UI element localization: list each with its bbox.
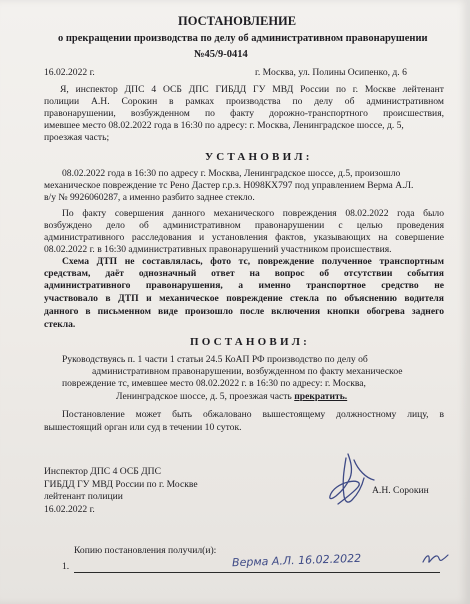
finding-line: данного в письменном виде произошло после включения кнопки обогрева заднего: [44, 306, 444, 317]
signatory-line: ГИБДД ГУ МВД России по г. Москве: [44, 479, 198, 490]
signatory-line: 16.02.2022 г.: [44, 504, 95, 515]
receipt-line: [74, 572, 440, 573]
established-line: в/у № 9926060287, а именно разбито заднее стекло.: [44, 192, 255, 203]
established-line: 08.02.2022 г. в 16:30 административных правонарушений участником происшествия.: [44, 244, 392, 255]
document-subtitle: о прекращении производства по делу об административном правонарушении: [58, 33, 428, 44]
intro-line: правонарушении, возбужденном по факту дорожно-транспортного происшествия,: [44, 108, 444, 119]
copy-received-label: Копию постановления получил(и):: [74, 545, 217, 556]
finding-line: Схема ДТП не составлялась, фото тс, повреждение полученное транспортным: [62, 256, 444, 267]
resolved-line: [116, 391, 347, 403]
receipt-signature-mark: [420, 550, 450, 568]
established-line: административного расследования и установления фактов, указывающих на совершение: [44, 232, 444, 243]
finding-line: участвовало в ДТП и механическое повреждение стекла по объяснению водителя: [44, 293, 444, 304]
appeal-line: вышестоящий орган или суд в течении 10 суток.: [44, 422, 242, 433]
handwritten-receipt: Верма А.Л. 16.02.2022: [231, 551, 362, 570]
appeal-line: Постановление может быть обжаловано вышестоящему должностному лицу, в: [62, 409, 444, 420]
finding-line: административного правонарушения, а именно транспортное средство не: [44, 280, 444, 291]
established-line: 08.02.2022 года в 16:30 по адресу г. Москва, Ленинградское шоссе, д.5, произошло: [62, 168, 401, 179]
intro-line: имевшее место 08.02.2022 года в 16:30 по адресу: г. Москва, Ленинградское шоссе, д. 5,: [44, 120, 404, 131]
resolved-line: административном правонарушении, возбужденном по факту механическое: [92, 366, 403, 377]
document-place: г. Москва, ул. Полины Осипенко, д. 6: [255, 67, 407, 78]
resolved-line: повреждение тс, имевшее место 08.02.2022 г. в 16:30 по адресу: г. Москва,: [62, 378, 366, 389]
resolved-address-tail: Ленинградское шоссе, д. 5, проезжая часть: [116, 391, 292, 402]
intro-line: проезжая часть;: [44, 132, 110, 143]
intro-line: полиции А.Н. Сорокин в рамках производства по делу об административном: [44, 96, 444, 107]
finding-line: средствам, даёт однозначный ответ на вопрос об отсутствии события: [44, 268, 444, 279]
finding-line: стекла.: [44, 319, 76, 330]
resolved-heading: ПОСТАНОВИЛ:: [190, 336, 310, 348]
established-line: механическое повреждение тс Рено Дастер г.р.з. Н098КХ797 под управлением Верма А.Л.: [44, 180, 414, 191]
document-date: 16.02.2022 г.: [44, 67, 95, 78]
signature-mark: [318, 452, 380, 508]
intro-line: Я, инспектор ДПС 4 ОСБ ДПС ГИБДД ГУ МВД России по г. Москве лейтенант: [60, 84, 444, 95]
signatory-line: Инспектор ДПС 4 ОСБ ДПС: [44, 466, 161, 477]
copy-number: 1.: [62, 561, 70, 572]
resolved-action: прекратить.: [294, 391, 348, 402]
resolved-line: Руководствуясь п. 1 части 1 статьи 24.5 КоАП РФ производство по делу об: [62, 354, 368, 365]
signatory-line: лейтенант полиции: [44, 491, 123, 502]
established-heading: УСТАНОВИЛ:: [205, 151, 313, 163]
document-number: №45/9-0414: [194, 49, 248, 60]
established-line: возбуждено дело об административном правонарушении с целью проведения: [44, 220, 444, 231]
signatory-name: А.Н. Сорокин: [372, 485, 429, 496]
established-line: По факту совершения данного механического повреждения 08.02.2022 года было: [62, 208, 444, 219]
document-title: ПОСТАНОВЛЕНИЕ: [178, 14, 297, 28]
